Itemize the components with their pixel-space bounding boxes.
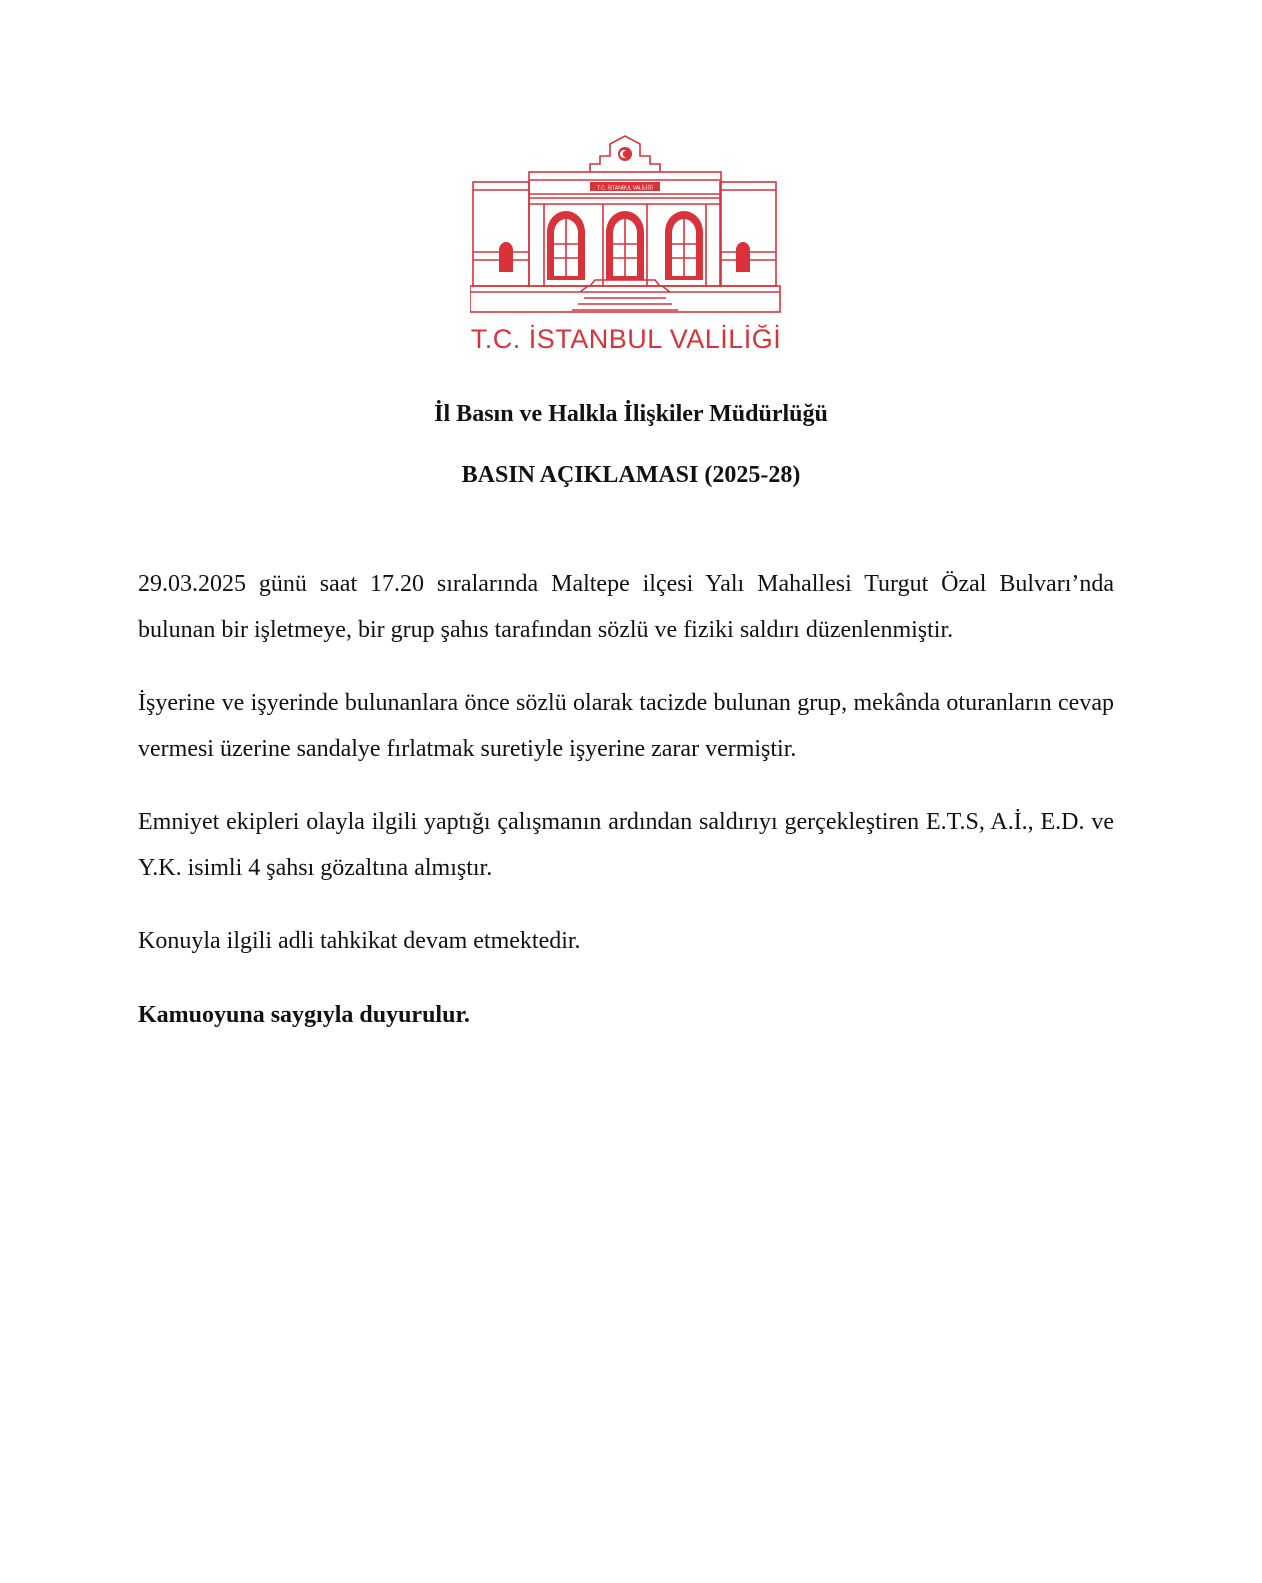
istanbul-governorship-logo xyxy=(470,132,782,358)
logo-sign-text: T.C. İSTANBUL VALİLİĞİ xyxy=(597,185,653,192)
paragraph-2: İşyerine ve işyerinde bulunanlara önce sözlü olarak tacizde bulunan grup, mekânda oturanların cevap vermesi üzerine sandalye fırlatmak suretiyle işyerine zarar vermiştir. xyxy=(138,690,1114,762)
press-release-title: BASIN AÇIKLAMASI (2025-28) xyxy=(461,462,801,488)
paragraph-3: Emniyet ekipleri olayla ilgili yaptığı çalışmanın ardından saldırıyı gerçekleştiren E.T.S, A.İ., E.D. ve Y.K. isimli 4 şahsı gözaltına almıştır. xyxy=(138,809,1114,881)
department-title: İl Basın ve Halkla İlişkiler Müdürlüğü xyxy=(434,401,828,427)
closing-statement: Kamuoyuna saygıyla duyurulur. xyxy=(138,1002,470,1028)
paragraph-4: Konuyla ilgili adli tahkikat devam etmektedir. xyxy=(138,928,581,954)
paragraph-1: 29.03.2025 günü saat 17.20 sıralarında Maltepe ilçesi Yalı Mahallesi Turgut Özal Bulvarı’nda bulunan bir işletmeye, bir grup şahıs tarafından sözlü ve fiziki saldırı düzenlenmiştir. xyxy=(138,571,1114,643)
logo-wordmark: T.C. İSTANBUL VALİLİĞİ xyxy=(470,324,782,354)
governorship-building-icon xyxy=(470,132,782,358)
